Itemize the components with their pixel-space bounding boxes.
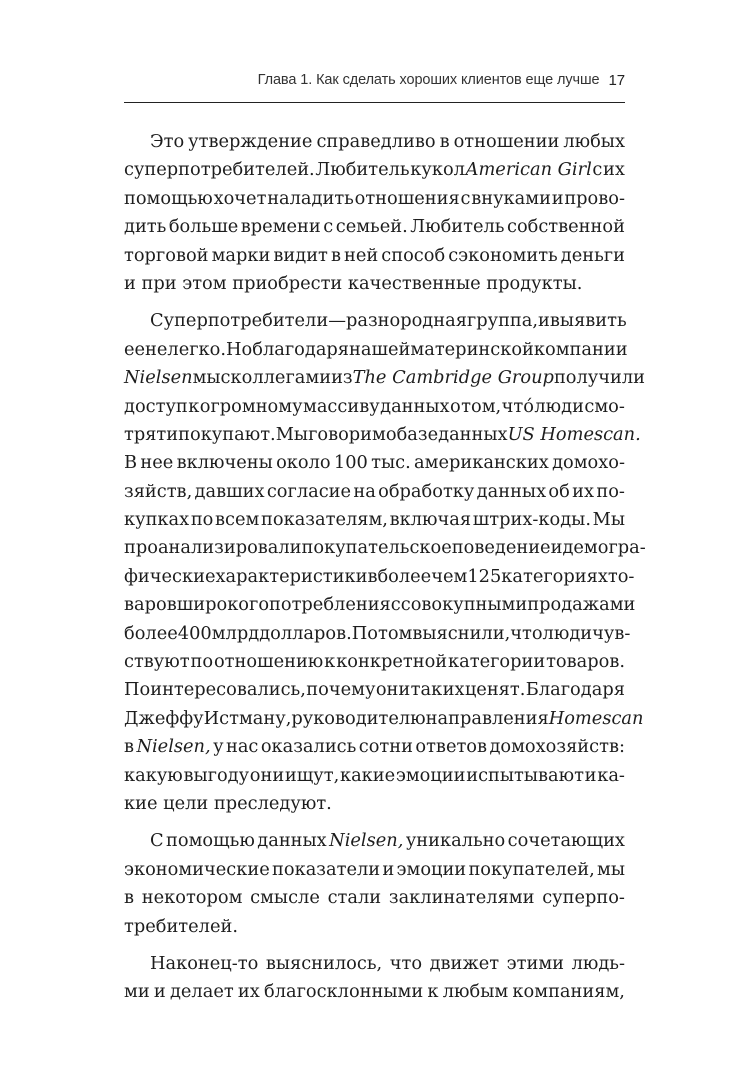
word: Мы (275, 423, 309, 445)
word: семьей. (335, 216, 408, 238)
word: благодаря (252, 338, 350, 360)
text-line (124, 620, 631, 648)
word: материнской (410, 338, 534, 360)
word: и (550, 537, 563, 559)
word: том, (461, 395, 502, 417)
word: мы (192, 367, 221, 389)
word: говорим (308, 423, 386, 445)
word: домохозяйств: (489, 736, 625, 758)
word: конкретной (336, 651, 448, 673)
word: данных (380, 395, 450, 417)
word: отношения (354, 187, 460, 209)
word: помощью (124, 187, 213, 209)
text-line (124, 242, 625, 270)
word: ответов (415, 736, 488, 758)
word: Благодаря (525, 679, 625, 701)
word: поведение (451, 537, 551, 559)
word: какую (124, 764, 183, 786)
word: из (331, 367, 353, 389)
word: руководителю (291, 707, 426, 729)
word: о (450, 395, 461, 417)
word: марки (211, 244, 271, 266)
word: их (572, 480, 595, 502)
paragraph-gap (124, 818, 625, 827)
word: собственной (506, 216, 625, 238)
word: чем (431, 565, 468, 587)
word: любых (563, 131, 625, 152)
word: по (190, 651, 214, 673)
word: покупают. (178, 423, 276, 445)
word: с (460, 187, 471, 209)
word: с (220, 367, 231, 389)
word: выявить (549, 310, 627, 332)
word: на (353, 480, 376, 502)
word: суперпотребителей. (124, 159, 315, 181)
word: продажами (527, 594, 636, 616)
word: справедливо (316, 131, 436, 152)
word: данных (476, 480, 547, 502)
word: и (551, 187, 564, 209)
word: движет (429, 952, 500, 974)
text-line (124, 790, 625, 818)
word: некотором (141, 887, 243, 909)
word: категории (448, 651, 546, 673)
word: Наконец-то (150, 952, 259, 974)
word: мы (597, 858, 625, 880)
text-line (124, 478, 625, 506)
word: у (213, 736, 224, 758)
word: потребления (269, 594, 391, 616)
word: всем (215, 509, 260, 531)
word: в (439, 131, 450, 152)
word: что́ (501, 395, 534, 417)
word: выяснилось, (265, 952, 383, 974)
text-line (124, 950, 625, 978)
italic-word: Nielsen, (329, 830, 404, 852)
text-line (124, 449, 625, 477)
word: прово- (564, 187, 625, 209)
word: компаниям, (512, 981, 625, 1003)
word: нее (140, 452, 174, 474)
word: нашей (349, 338, 411, 360)
word: и (382, 858, 395, 880)
word: ка- (597, 764, 625, 786)
word: о (385, 423, 397, 445)
word: торговой (124, 244, 209, 266)
word: люди (534, 395, 584, 417)
word: требителей. (124, 915, 238, 937)
word: люди (542, 622, 593, 644)
word: к (427, 981, 439, 1003)
word: утверждение (188, 131, 313, 152)
word: Потом (351, 622, 413, 644)
word: проанализировали (124, 537, 302, 559)
paragraph (124, 950, 625, 1007)
word: С (150, 830, 164, 852)
word: и (166, 423, 179, 445)
word: согласие (266, 480, 352, 502)
word: испытывают (466, 764, 584, 786)
word: сэкономить (448, 244, 558, 266)
word: покупателей, (468, 858, 595, 880)
word: какие (339, 764, 396, 786)
word: смысле (250, 887, 320, 909)
word: эмоции (396, 858, 467, 880)
word: тыс. (371, 452, 411, 474)
word: фические (124, 565, 216, 587)
italic-word: Nielsen, (136, 736, 211, 758)
word: людь- (571, 952, 625, 974)
word: в (367, 565, 378, 587)
italic-word: The Cambridge Group (352, 367, 554, 389)
paragraph-gap (124, 941, 625, 950)
text-line (124, 827, 625, 855)
word: ищут, (284, 764, 340, 786)
word: сотни (358, 736, 413, 758)
word: зяйств, (124, 480, 193, 502)
text-line (124, 884, 625, 912)
word: с (592, 159, 603, 181)
running-head (124, 72, 625, 103)
word: американских (414, 452, 549, 474)
word: ствуют (124, 651, 190, 673)
word: оказались (260, 736, 357, 758)
word: включая (389, 509, 472, 531)
word: стали (327, 887, 382, 909)
italic-word: US Homescan. (507, 423, 641, 445)
word: наладить (267, 187, 354, 209)
word: варов (124, 594, 177, 616)
word: базе (396, 423, 439, 445)
word: в (124, 887, 135, 909)
word: и при этом приобрести качественные продукты. (124, 272, 583, 294)
word: чув- (592, 622, 631, 644)
text-line (124, 213, 625, 241)
word: данных (438, 423, 508, 445)
word: 125 (467, 565, 502, 587)
page-number: 17 (608, 72, 625, 89)
word: 400 (177, 622, 212, 644)
word: и (153, 981, 166, 1003)
text-line (124, 705, 644, 733)
word: штрих-коды. (472, 509, 591, 531)
word: млрд (211, 622, 260, 644)
word: по (190, 509, 214, 531)
word: направления (425, 707, 549, 729)
word: видит (273, 244, 328, 266)
word: огромному (199, 395, 303, 417)
word: так (410, 679, 443, 701)
word: в (330, 244, 341, 266)
word: ней (344, 244, 379, 266)
word: отношению (213, 651, 324, 673)
word: с (323, 216, 334, 238)
text-line (124, 856, 625, 884)
word: более (377, 565, 432, 587)
word: ми (124, 981, 150, 1003)
word: их (442, 679, 465, 701)
word: что (389, 952, 423, 974)
word: трят (124, 423, 167, 445)
text-line (124, 421, 641, 449)
text-line (124, 978, 625, 1006)
text-line (124, 506, 625, 534)
word: их (603, 159, 625, 181)
word: 100 (333, 452, 368, 474)
word: Это (150, 131, 185, 152)
word: дить (124, 216, 167, 238)
chapter-title: Глава 1. Как сделать хороших клиентов еще лучше (257, 72, 600, 88)
italic-word: American Girl (465, 159, 592, 181)
word: их (237, 981, 260, 1003)
word: больше (168, 216, 239, 238)
word: в (124, 736, 135, 758)
paragraph (124, 128, 625, 298)
body-text (124, 128, 646, 1007)
word: компании (533, 338, 628, 360)
word: получили (553, 367, 646, 389)
text-line (124, 676, 625, 704)
word: категориях (501, 565, 608, 587)
word: к (324, 651, 336, 673)
word: товаров. (546, 651, 625, 673)
word: благосклонными (263, 981, 424, 1003)
word: давших (194, 480, 265, 502)
word: кукол (410, 159, 465, 181)
word: домохо- (552, 452, 625, 474)
word: к (188, 395, 200, 417)
text-line (124, 648, 625, 676)
word: по- (596, 480, 625, 502)
text-line (124, 307, 625, 335)
text-line (124, 534, 646, 562)
word: массиву (303, 395, 380, 417)
word: кие цели преследуют. (124, 792, 332, 814)
word: эмоции (395, 764, 466, 786)
text-line (124, 156, 625, 184)
text-line (124, 591, 636, 619)
word: почему (306, 679, 376, 701)
text-line (124, 336, 628, 364)
text-line (124, 762, 625, 790)
word: и (584, 764, 597, 786)
word: экономические (124, 858, 270, 880)
word: сочетающих (507, 830, 625, 852)
word: Джеффу (124, 707, 204, 729)
word: Суперпотребители (150, 310, 329, 332)
word: группа, (466, 310, 539, 332)
word: времени (240, 216, 321, 238)
word: купках (124, 509, 190, 531)
text-line (124, 270, 625, 298)
word: широкого (176, 594, 270, 616)
word: делает (169, 981, 234, 1003)
paragraph-gap (124, 298, 625, 307)
text-line (124, 128, 625, 156)
text-line (124, 733, 625, 761)
word: долларов. (259, 622, 352, 644)
word: способ (381, 244, 446, 266)
word: отношении (453, 131, 560, 152)
word: выгоду (183, 764, 250, 786)
word: Поинтересовались, (124, 679, 306, 701)
word: внуками (471, 187, 551, 209)
text-line (124, 393, 625, 421)
word: выяснили, (412, 622, 511, 644)
word: обработку (378, 480, 475, 502)
word: Мы (592, 509, 625, 531)
word: показателям, (261, 509, 388, 531)
word: суперпо- (542, 887, 625, 909)
word: Любитель (410, 216, 505, 238)
word: покупательское (301, 537, 452, 559)
word: коллегами (230, 367, 332, 389)
text-line (124, 185, 625, 213)
word: совокупными (400, 594, 528, 616)
word: любым (442, 981, 509, 1003)
word: Но (226, 338, 253, 360)
word: этими (506, 952, 565, 974)
word: уникально (405, 830, 506, 852)
word: Истману, (203, 707, 292, 729)
word: нас (225, 736, 259, 758)
word: они (375, 679, 411, 701)
paragraph (124, 827, 625, 941)
word: смо- (584, 395, 625, 417)
word: деньги (560, 244, 625, 266)
text-line (124, 563, 635, 591)
word: об (548, 480, 570, 502)
word: — (328, 310, 346, 332)
word: что (510, 622, 543, 644)
word: хочет (213, 187, 267, 209)
text-line (124, 913, 625, 941)
word: разнородная (345, 310, 467, 332)
word: нелегко. (145, 338, 227, 360)
word: доступ (124, 395, 188, 417)
word: они (249, 764, 285, 786)
word: характеристики (215, 565, 368, 587)
word: с (390, 594, 401, 616)
word: включены (176, 452, 273, 474)
italic-word: Homescan (548, 707, 644, 729)
word: около (276, 452, 331, 474)
word: более (124, 622, 178, 644)
paragraph (124, 307, 646, 818)
italic-word: Nielsen (124, 367, 193, 389)
word: помощью (166, 830, 255, 852)
word: В (124, 452, 138, 474)
word: заклинателями (388, 887, 535, 909)
word: и (538, 310, 550, 332)
word: ее (124, 338, 146, 360)
word: показатели (272, 858, 381, 880)
text-line (124, 364, 646, 392)
word: данных (257, 830, 327, 852)
word: то- (607, 565, 635, 587)
word: ценят. (464, 679, 526, 701)
word: Любитель (315, 159, 410, 181)
word: демогра- (562, 537, 646, 559)
